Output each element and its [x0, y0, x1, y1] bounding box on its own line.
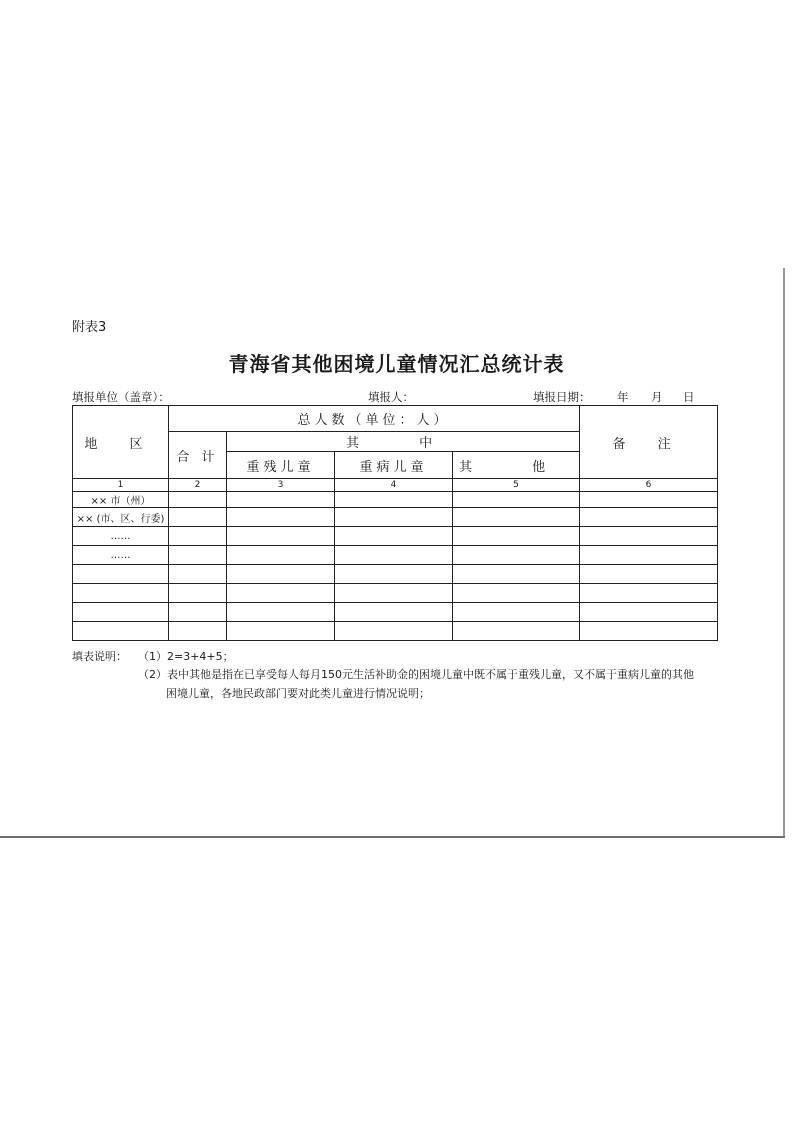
data-cell: [169, 492, 227, 508]
row-label: [73, 565, 169, 584]
other-header: 其 他: [453, 452, 580, 479]
data-cell: [335, 527, 453, 546]
data-cell: [227, 603, 335, 622]
data-cell: [335, 565, 453, 584]
reporting-unit-label: 填报单位（盖章）：: [72, 390, 170, 404]
data-cell: [169, 508, 227, 527]
sum-header: 合 计: [169, 432, 227, 479]
row-label: [73, 603, 169, 622]
data-cell: [227, 546, 335, 565]
data-cell: [580, 622, 718, 641]
data-cell: [227, 584, 335, 603]
data-cell: [580, 508, 718, 527]
data-cell: [227, 565, 335, 584]
region-header: 地 区: [73, 406, 169, 479]
row-label: ×× (市、区、行委): [73, 508, 169, 527]
data-cell: [453, 508, 580, 527]
data-cell: [580, 492, 718, 508]
index-row: [73, 479, 718, 492]
data-cell: [580, 565, 718, 584]
table-row: [73, 603, 718, 622]
index-cell: 6: [580, 479, 718, 492]
severe-disabled-header: 重残儿童: [227, 452, 335, 479]
data-cell: [169, 622, 227, 641]
among-header: 其 中: [227, 432, 580, 452]
severe-ill-header: 重病儿童: [335, 452, 453, 479]
row-label: [73, 622, 169, 641]
data-cell: [335, 508, 453, 527]
data-cell: [453, 622, 580, 641]
row-label: [73, 584, 169, 603]
row-label: ……: [73, 527, 169, 546]
data-cell: [335, 546, 453, 565]
table-row: [73, 527, 718, 546]
row-label: ×× 市（州）: [73, 492, 169, 508]
report-date-label: 填报日期：: [533, 390, 591, 404]
row-label: ……: [73, 546, 169, 565]
page-title: 青海省其他困境儿童情况汇总统计表: [228, 352, 565, 376]
data-cell: [580, 546, 718, 565]
data-cell: [580, 603, 718, 622]
data-cell: [335, 622, 453, 641]
total-count-header: 总人数（单位：人）: [169, 406, 580, 432]
data-cell: [227, 508, 335, 527]
data-cell: [169, 565, 227, 584]
data-cell: [335, 603, 453, 622]
data-cell: [335, 492, 453, 508]
table-row: [73, 508, 718, 527]
data-cell: [335, 584, 453, 603]
data-cell: [453, 565, 580, 584]
remark-header: 备 注: [580, 406, 718, 479]
data-cell: [227, 527, 335, 546]
table-row: [73, 546, 718, 565]
day-label: 日: [683, 390, 695, 404]
table-row: [73, 584, 718, 603]
data-cell: [169, 584, 227, 603]
year-label: 年: [617, 390, 629, 404]
table-row: [73, 565, 718, 584]
statistics-table: [72, 405, 718, 641]
table-row: [73, 622, 718, 641]
data-cell: [453, 527, 580, 546]
table-row: [73, 492, 718, 508]
index-cell: 4: [335, 479, 453, 492]
data-cell: [227, 492, 335, 508]
month-label: 月: [651, 390, 663, 404]
data-cell: [453, 492, 580, 508]
data-cell: [453, 546, 580, 565]
index-cell: 3: [227, 479, 335, 492]
index-cell: 2: [169, 479, 227, 492]
data-cell: [169, 546, 227, 565]
note-item-2-line-1: （2）表中其他是指在已享受每人每月150元生活补助金的困境儿童中既不属于重残儿童，又不属于重病儿童的其他: [138, 668, 694, 681]
data-cell: [580, 584, 718, 603]
data-cell: [227, 622, 335, 641]
index-cell: 1: [73, 479, 169, 492]
notes-label: 填表说明：: [72, 650, 127, 663]
data-cell: [453, 584, 580, 603]
reporter-label: 填报人：: [368, 390, 414, 404]
data-cell: [453, 603, 580, 622]
index-cell: 5: [453, 479, 580, 492]
data-cell: [169, 527, 227, 546]
data-cell: [169, 603, 227, 622]
note-item-2-line-2: 困境儿童，各地民政部门要对此类儿童进行情况说明；: [166, 687, 430, 700]
note-item-1: （1）2=3+4+5；: [138, 650, 234, 663]
data-cell: [580, 527, 718, 546]
scan-edge-bottom: [0, 836, 785, 838]
attachment-label: 附表3: [72, 320, 107, 335]
